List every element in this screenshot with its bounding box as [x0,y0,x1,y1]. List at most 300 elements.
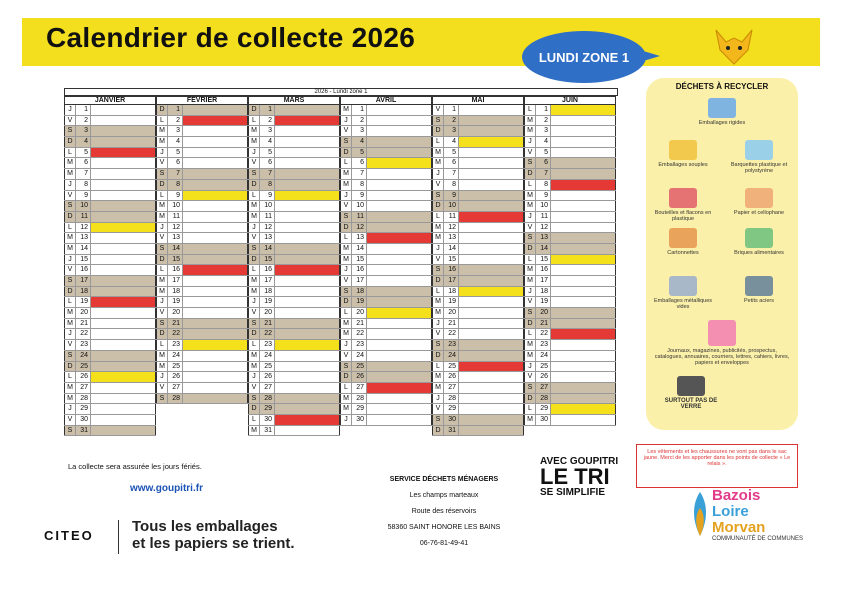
day-number: 25 [76,362,91,372]
waste-item-icon [745,188,773,208]
day-number: 8 [168,180,183,190]
day-letter: S [524,383,536,393]
collection-cell [551,340,616,350]
day-letter: L [248,415,260,425]
day-row [432,158,524,169]
day-number: 7 [260,169,275,179]
day-letter: J [248,297,260,307]
collection-cell [183,287,248,297]
day-letter: M [524,276,536,286]
collection-cell [91,426,156,436]
day-number: 24 [168,351,183,361]
collection-cell [183,308,248,318]
day-number: 23 [76,340,91,350]
service-line-3: 58360 SAINT HONORE LES BAINS [387,524,501,531]
day-row [156,116,248,127]
day-row [64,137,156,148]
collection-cell [459,362,524,372]
day-letter: S [248,394,260,404]
day-number: 10 [76,201,91,211]
collection-cell [551,362,616,372]
day-letter: J [340,340,352,350]
collection-cell [183,223,248,233]
collection-cell [91,212,156,222]
collection-cell [367,276,432,286]
day-letter: J [156,297,168,307]
day-row [156,255,248,266]
day-row [64,244,156,255]
zone-badge-tail [640,50,660,62]
day-row [432,244,524,255]
collection-cell [459,404,524,414]
collection-cell [367,404,432,414]
collection-cell [459,126,524,136]
day-letter: M [432,223,444,233]
day-row [432,276,524,287]
day-row [432,148,524,159]
day-number: 6 [444,158,459,168]
day-letter: V [524,297,536,307]
day-letter: V [248,308,260,318]
day-row [340,255,432,266]
collection-cell [275,244,340,254]
month-column-avril [340,96,432,426]
day-letter: M [64,383,76,393]
website-link[interactable]: www.goupitri.fr [130,483,203,494]
day-letter: J [64,404,76,414]
service-line-2: Route des réservoirs [411,508,477,515]
collection-cell [91,362,156,372]
day-number: 27 [352,383,367,393]
day-letter: V [432,255,444,265]
collection-cell [91,265,156,275]
collection-cell [551,233,616,243]
collection-cell [459,426,524,436]
collection-cell [459,233,524,243]
day-letter: D [432,276,444,286]
day-letter: M [64,319,76,329]
day-number: 12 [352,223,367,233]
day-row [432,191,524,202]
collection-cell [183,137,248,147]
day-letter: S [64,426,76,436]
day-row [156,223,248,234]
service-address [360,472,528,552]
day-letter: L [156,340,168,350]
day-row [432,137,524,148]
day-number: 8 [76,180,91,190]
day-letter: M [156,276,168,286]
day-number: 21 [260,319,275,329]
day-letter: L [248,265,260,275]
collection-cell [183,372,248,382]
goupitri-logo [540,456,636,498]
day-letter: M [64,158,76,168]
day-number: 10 [352,201,367,211]
day-letter: S [248,244,260,254]
collection-cell [91,244,156,254]
day-letter: J [432,169,444,179]
day-number: 25 [260,362,275,372]
collection-cell [275,201,340,211]
day-letter: M [524,126,536,136]
day-row [432,404,524,415]
day-row [156,244,248,255]
day-letter: M [524,191,536,201]
waste-item-icon [708,98,736,118]
day-number: 8 [352,180,367,190]
day-row [340,415,432,426]
day-number: 19 [352,297,367,307]
day-row [156,137,248,148]
bazois-line-2: Loire [712,503,749,520]
day-row [248,426,340,437]
collection-cell [459,137,524,147]
day-number: 22 [444,329,459,339]
day-row [340,158,432,169]
day-number: 5 [536,148,551,158]
collection-cell [275,287,340,297]
day-row [248,180,340,191]
day-row [432,415,524,426]
day-letter: D [248,105,260,115]
waste-item-label: Emballages rigides [698,120,746,126]
collection-cell [275,255,340,265]
collection-cell [91,297,156,307]
collection-cell [459,105,524,115]
day-row [524,223,616,234]
day-row [64,426,156,437]
day-number: 3 [76,126,91,136]
day-row [248,383,340,394]
day-number: 11 [76,212,91,222]
day-row [248,212,340,223]
month-column-janvier [64,96,156,436]
collection-cell [551,180,616,190]
day-row [248,404,340,415]
day-letter: M [340,404,352,414]
day-number: 29 [536,404,551,414]
collection-cell [551,169,616,179]
month-header: AVRIL [340,96,432,105]
waste-item-icon [669,228,697,248]
day-number: 29 [260,404,275,414]
day-letter: L [248,340,260,350]
day-row [524,180,616,191]
day-row [524,126,616,137]
day-row [524,351,616,362]
day-number: 10 [444,201,459,211]
day-number: 28 [260,394,275,404]
day-letter: S [340,137,352,147]
collection-cell [275,319,340,329]
collection-cell [275,351,340,361]
waste-item-icon [677,376,705,396]
day-row [248,287,340,298]
day-letter: M [156,362,168,372]
day-row [248,169,340,180]
collection-cell [183,394,248,404]
day-number: 2 [536,116,551,126]
collection-cell [459,116,524,126]
day-number: 5 [260,148,275,158]
day-number: 19 [76,297,91,307]
day-letter: M [524,265,536,275]
day-row [524,404,616,415]
day-number: 14 [76,244,91,254]
collection-cell [551,383,616,393]
waste-item-icon [745,228,773,248]
recycle-sidebar [646,78,798,430]
day-row [248,148,340,159]
day-row [248,340,340,351]
day-letter: M [340,105,352,115]
day-number: 12 [536,223,551,233]
day-row [156,169,248,180]
collection-cell [91,319,156,329]
day-letter: J [64,329,76,339]
collection-cell [459,276,524,286]
day-letter: J [64,105,76,115]
collection-cell [367,169,432,179]
day-row [156,126,248,137]
day-number: 22 [76,329,91,339]
goupitri-line-2: LE TRI [540,464,610,489]
day-row [340,276,432,287]
day-number: 28 [536,394,551,404]
day-letter: D [156,255,168,265]
day-row [248,415,340,426]
day-letter: V [64,191,76,201]
collection-cell [275,404,340,414]
day-row [156,233,248,244]
day-number: 3 [352,126,367,136]
day-number: 23 [444,340,459,350]
day-row [524,362,616,373]
day-letter: J [524,287,536,297]
day-row [524,319,616,330]
month-column-mai [432,96,524,436]
day-number: 27 [444,383,459,393]
day-letter: L [64,297,76,307]
day-letter: J [64,255,76,265]
day-row [340,308,432,319]
collection-cell [183,276,248,286]
day-letter: M [156,351,168,361]
collection-cell [183,169,248,179]
day-number: 30 [536,415,551,425]
collection-cell [551,319,616,329]
day-number: 11 [352,212,367,222]
day-number: 20 [260,308,275,318]
day-number: 24 [444,351,459,361]
day-row [64,297,156,308]
day-number: 3 [536,126,551,136]
day-number: 3 [260,126,275,136]
day-letter: V [156,308,168,318]
day-letter: J [156,223,168,233]
day-number: 18 [168,287,183,297]
day-number: 18 [76,287,91,297]
bazois-line-3: Morvan [712,519,766,536]
collection-cell [459,158,524,168]
collection-cell [459,394,524,404]
collection-cell [275,297,340,307]
day-number: 15 [444,255,459,265]
day-number: 19 [260,297,275,307]
day-letter: V [64,116,76,126]
day-number: 22 [168,329,183,339]
day-letter: D [432,126,444,136]
day-number: 22 [352,329,367,339]
day-row [432,362,524,373]
month-header: MAI [432,96,524,105]
day-row [524,191,616,202]
slogan [132,518,295,552]
day-letter: D [64,287,76,297]
day-number: 25 [352,362,367,372]
day-row [64,351,156,362]
day-row [524,105,616,116]
day-row [64,276,156,287]
day-letter: M [248,276,260,286]
day-number: 1 [352,105,367,115]
day-letter: D [432,426,444,436]
day-row [64,158,156,169]
day-number: 31 [260,426,275,436]
day-number: 16 [260,265,275,275]
day-row [524,244,616,255]
day-row [340,191,432,202]
zone-badge: LUNDI ZONE 1 [522,31,646,83]
day-letter: M [432,233,444,243]
day-letter: V [64,340,76,350]
day-row [156,158,248,169]
collection-cell [275,426,340,436]
day-row [64,404,156,415]
holiday-note: La collecte sera assurée les jours fériés. [68,462,202,471]
waste-item-icon [745,140,773,160]
day-letter: L [432,137,444,147]
day-row [340,201,432,212]
day-row [340,383,432,394]
day-letter: L [524,255,536,265]
day-number: 18 [444,287,459,297]
day-row [340,287,432,298]
day-letter: S [64,351,76,361]
day-letter: M [156,137,168,147]
day-row [524,148,616,159]
day-letter: D [156,105,168,115]
day-row [64,105,156,116]
day-number: 15 [260,255,275,265]
collection-cell [183,158,248,168]
collection-cell [367,255,432,265]
day-row [432,329,524,340]
collection-cell [183,105,248,115]
day-row [64,329,156,340]
day-letter: L [248,116,260,126]
day-number: 27 [168,383,183,393]
day-row [64,287,156,298]
citeo-logo: CITEO [44,528,94,543]
day-number: 10 [168,201,183,211]
day-letter: S [524,233,536,243]
day-number: 29 [444,404,459,414]
day-number: 4 [260,137,275,147]
day-number: 20 [76,308,91,318]
collection-cell [551,308,616,318]
day-letter: L [432,212,444,222]
day-row [340,244,432,255]
day-letter: M [64,308,76,318]
day-number: 1 [168,105,183,115]
day-letter: D [340,297,352,307]
day-number: 26 [76,372,91,382]
day-letter: L [340,308,352,318]
day-letter: S [524,308,536,318]
day-number: 23 [260,340,275,350]
collection-cell [367,223,432,233]
day-number: 13 [260,233,275,243]
day-letter: L [524,329,536,339]
day-row [64,372,156,383]
day-row [432,287,524,298]
day-letter: L [340,383,352,393]
day-number: 9 [168,191,183,201]
day-number: 2 [260,116,275,126]
day-number: 16 [444,265,459,275]
collection-cell [91,415,156,425]
day-row [156,105,248,116]
waste-item-label: Bouteilles et flacons en plastique [654,210,712,222]
collection-cell [551,126,616,136]
day-letter: M [340,180,352,190]
collection-cell [551,404,616,414]
day-row [156,319,248,330]
day-number: 14 [444,244,459,254]
day-row [524,233,616,244]
day-number: 24 [352,351,367,361]
bazois-leaf-icon [690,490,710,538]
day-number: 1 [536,105,551,115]
day-number: 11 [260,212,275,222]
collection-cell [275,340,340,350]
day-row [432,223,524,234]
day-number: 7 [168,169,183,179]
day-letter: V [340,126,352,136]
collection-cell [551,255,616,265]
day-number: 31 [76,426,91,436]
collection-cell [367,383,432,393]
day-letter: M [248,362,260,372]
day-letter: S [156,169,168,179]
collection-cell [275,362,340,372]
day-row [524,287,616,298]
day-letter: J [248,372,260,382]
day-number: 15 [352,255,367,265]
day-letter: D [248,255,260,265]
collection-cell [551,265,616,275]
collection-cell [367,308,432,318]
collection-cell [275,308,340,318]
collection-cell [275,329,340,339]
day-row [64,394,156,405]
day-row [432,297,524,308]
day-number: 26 [536,372,551,382]
collection-cell [91,148,156,158]
collection-cell [459,340,524,350]
